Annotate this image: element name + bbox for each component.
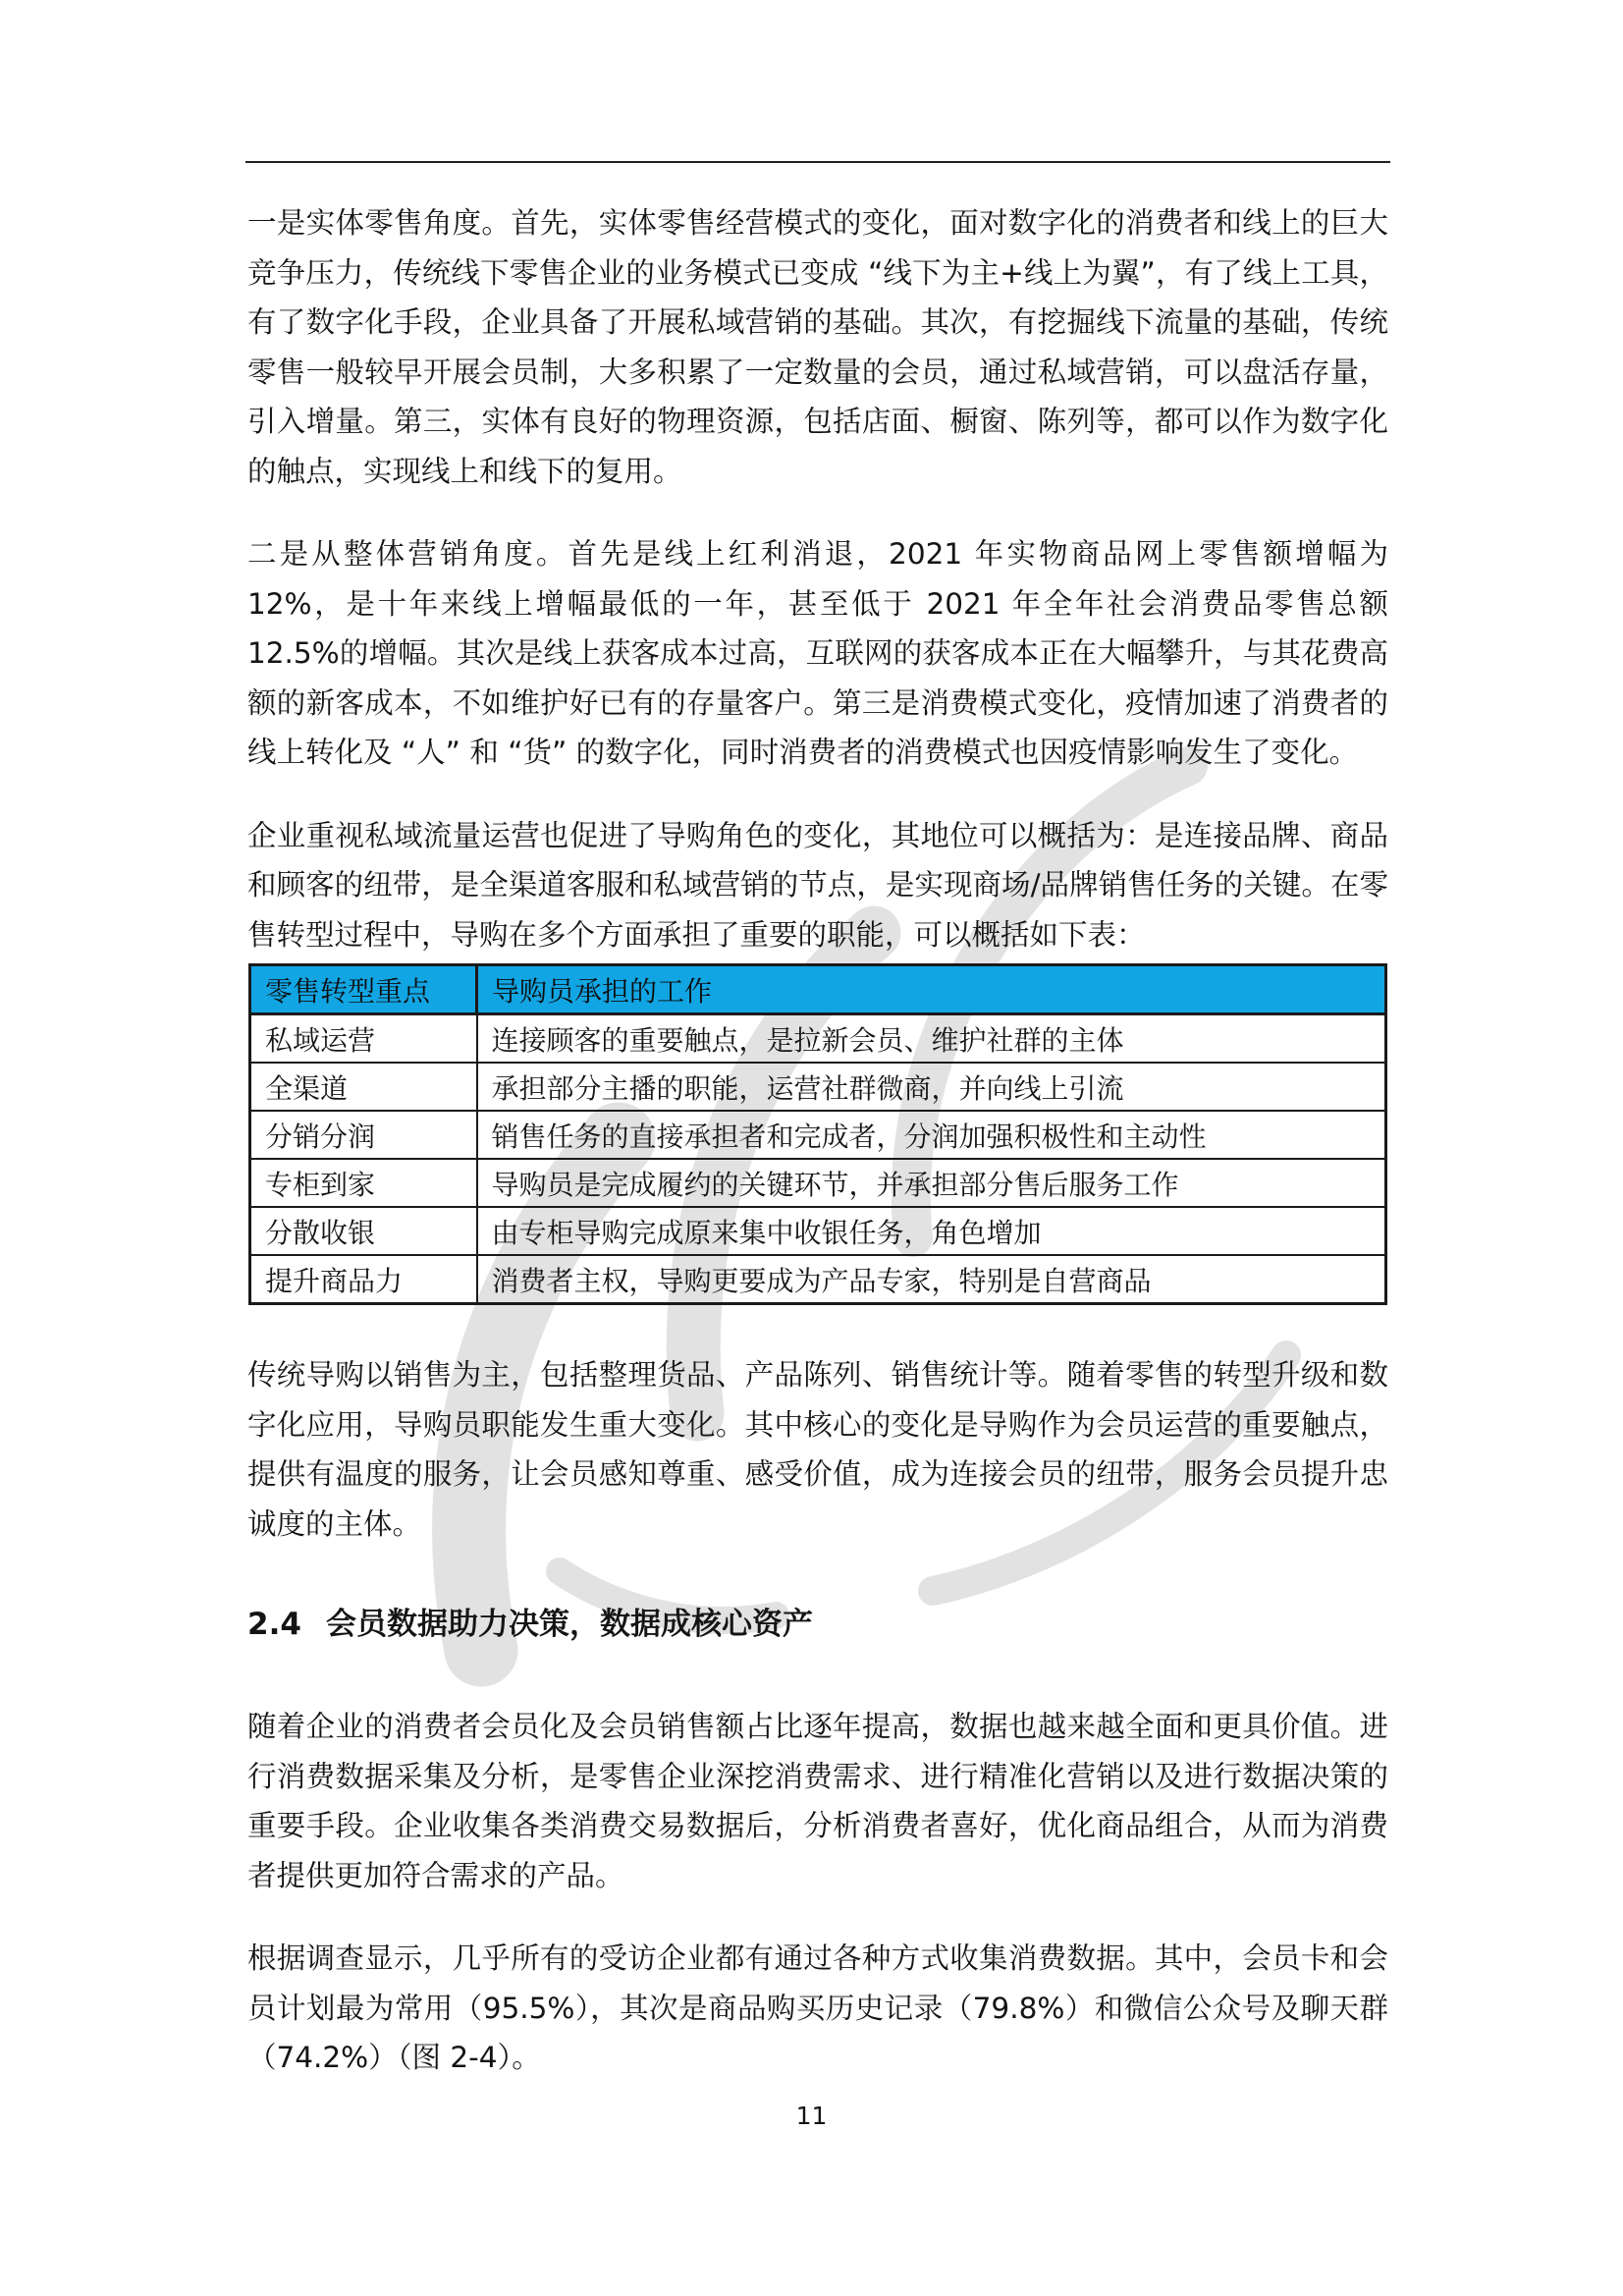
section-number: 2.4 — [247, 1607, 301, 1642]
table-header-cell: 零售转型重点 — [250, 965, 477, 1014]
table-cell-focus: 分散收银 — [250, 1207, 477, 1255]
paragraph-shopping-guide: 企业重视私域流量运营也促进了导购角色的变化，其地位可以概括为：是连接品牌、商品和顾客的纽带，是全渠道客服和私域营销的节点，是实现商场/品牌销售任务的关键。在零售转型过程中，导购在多个方面承担了重要的职能，可以概括如下表： — [247, 818, 1388, 952]
table-cell-duty: 由专柜导购完成原来集中收银任务，角色增加 — [477, 1207, 1386, 1255]
table-cell-duty: 承担部分主播的职能，运营社群微商，并向线上引流 — [477, 1063, 1386, 1111]
page-number: 11 — [795, 2102, 828, 2130]
header-rule — [245, 161, 1390, 163]
table-cell-duty: 连接顾客的重要触点，是拉新会员、维护社群的主体 — [477, 1014, 1386, 1064]
page-content — [247, 198, 1388, 2083]
table-row — [250, 1111, 1386, 1159]
table-cell-focus: 提升商品力 — [250, 1255, 477, 1304]
paragraph-traditional-guide: 传统导购以销售为主，包括整理货品、产品陈列、销售统计等。随着零售的转型升级和数字化应用，导购员职能发生重大变化。其中核心的变化是导购作为会员运营的重要触点，提供有温度的服务，让会员感知尊重、感受价值，成为连接会员的纽带，服务会员提升忠诚度的主体。 — [247, 1358, 1388, 1541]
table-header-row — [250, 965, 1386, 1014]
table-cell-focus: 全渠道 — [250, 1063, 477, 1111]
table-cell-focus: 专柜到家 — [250, 1159, 477, 1207]
paragraph-member-data: 随着企业的消费者会员化及会员销售额占比逐年提高，数据也越来越全面和更具价值。进行消费数据采集及分析，是零售企业深挖消费需求、进行精准化营销以及进行数据决策的重要手段。企业收集各类消费交易数据后，分析消费者喜好，优化商品组合，从而为消费者提供更加符合需求的产品。 — [247, 1710, 1388, 1892]
table-cell-focus: 分销分润 — [250, 1111, 477, 1159]
shopping-guide-duty-table — [248, 963, 1387, 1305]
table-header-cell: 导购员承担的工作 — [477, 965, 1386, 1014]
table-row — [250, 1159, 1386, 1207]
paragraph-retail: 一是实体零售角度。首先，实体零售经营模式的变化，面对数字化的消费者和线上的巨大竞争压力，传统线下零售企业的业务模式已变成 “线下为主+线上为翼”，有了线上工具，有了数字化手段，企业具备了开展私域营销的基础。其次，有挖掘线下流量的基础，传统零售一般较早开展会员制，大多积累了一定数量的会员，通过私域营销，可以盘活存量，引入增量。第三，实体有良好的物理资源，包括店面、橱窗、陈列等，都可以作为数字化的触点，实现线上和线下的复用。 — [247, 206, 1388, 488]
section-heading — [247, 1600, 1388, 1649]
table-row — [250, 1207, 1386, 1255]
table-row — [250, 1063, 1386, 1111]
table-cell-focus: 私域运营 — [250, 1014, 477, 1064]
table-cell-duty: 销售任务的直接承担者和完成者，分润加强积极性和主动性 — [477, 1111, 1386, 1159]
table-row — [250, 1255, 1386, 1304]
table-cell-duty: 导购员是完成履约的关键环节，并承担部分售后服务工作 — [477, 1159, 1386, 1207]
section-title: 会员数据助力决策，数据成核心资产 — [326, 1607, 813, 1642]
paragraph-marketing: 二是从整体营销角度。首先是线上红利消退，2021 年实物商品网上零售额增幅为 12%，是十年来线上增幅最低的一年，甚至低于 2021 年全年社会消费品零售总额 12.5%的增幅。其次是线上获客成本过高，互联网的获客成本正在大幅攀升，与其花费高额的新客成本，不如维护好已有的存量客户。第三是消费模式变化，疫情加速了消费者的线上转化及 “人” 和 “货” 的数字化，同时消费者的消费模式也因疫情影响发生了变化。 — [247, 537, 1388, 769]
table-cell-duty: 消费者主权，导购更要成为产品专家，特别是自营商品 — [477, 1255, 1386, 1304]
paragraph-survey: 根据调查显示，几乎所有的受访企业都有通过各种方式收集消费数据。其中，会员卡和会员计划最为常用（95.5%），其次是商品购买历史记录（79.8%）和微信公众号及聊天群（74.2%）（图 2-4）。 — [247, 1941, 1388, 2074]
table-row — [250, 1014, 1386, 1064]
